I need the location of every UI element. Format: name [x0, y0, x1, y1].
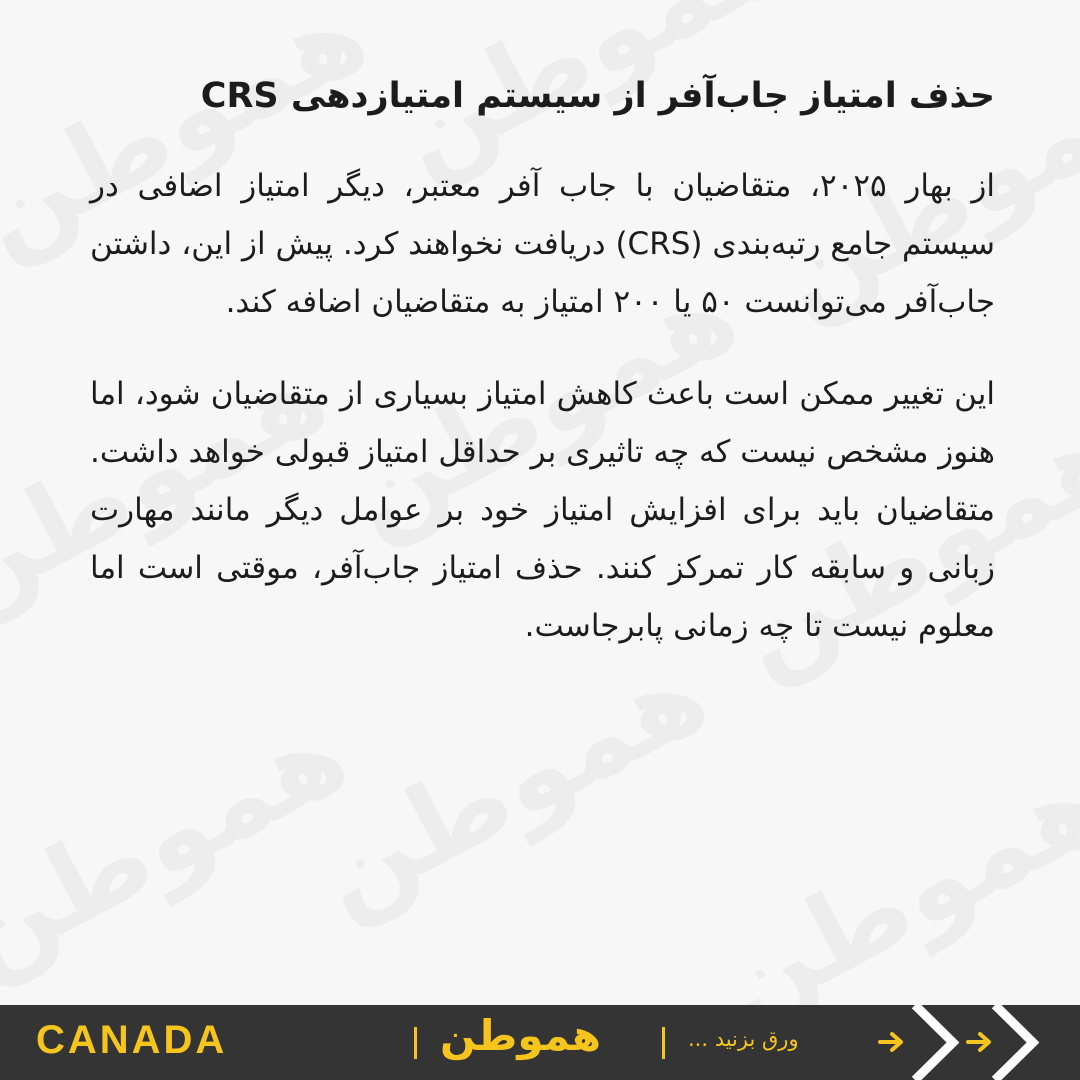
divider — [414, 1027, 417, 1059]
watermark-text — [0, 689, 367, 1000]
article-paragraph-2: این تغییر ممکن است باعث کاهش امتیاز بسیاری از متقاضیان شود، اما هنوز مشخص نیست که چه تاثیری بر حداقل امتیاز قبولی خواهد داشت. متقاضیان باید برای افزایش امتیاز خود بر عوامل دیگر مانند مهارت زبانی و سابقه کار تمرکز کنند. حذف امتیاز جاب‌آفر، موقتی است اما معلوم نیست تا چه زمانی پابرجاست. — [90, 375, 995, 644]
swipe-hint: ورق بزنید ... — [688, 1027, 799, 1051]
divider — [662, 1027, 665, 1059]
article-title: حذف امتیاز جاب‌آفر از سیستم امتیازدهی CRS — [200, 76, 995, 116]
arrow-right-icon[interactable] — [878, 1031, 906, 1053]
country-label: CANADA — [36, 1018, 228, 1062]
footer-bar — [0, 1005, 1080, 1080]
article — [90, 70, 995, 689]
arrow-right-icon[interactable] — [966, 1031, 994, 1053]
watermark-text — [695, 739, 1080, 1005]
article-paragraph-1: از بهار ۲۰۲۵، متقاضیان با جاب آفر معتبر، دیگر امتیاز اضافی در سیستم جامع رتبه‌بندی (CRS) دریافت نخواهند کرد. پیش از این، داشتن جاب‌آفر می‌توانست ۵۰ یا ۲۰۰ امتیاز به متقاضیان اضافه کند. — [90, 167, 995, 320]
brand-logo: هموطن — [440, 1011, 601, 1060]
